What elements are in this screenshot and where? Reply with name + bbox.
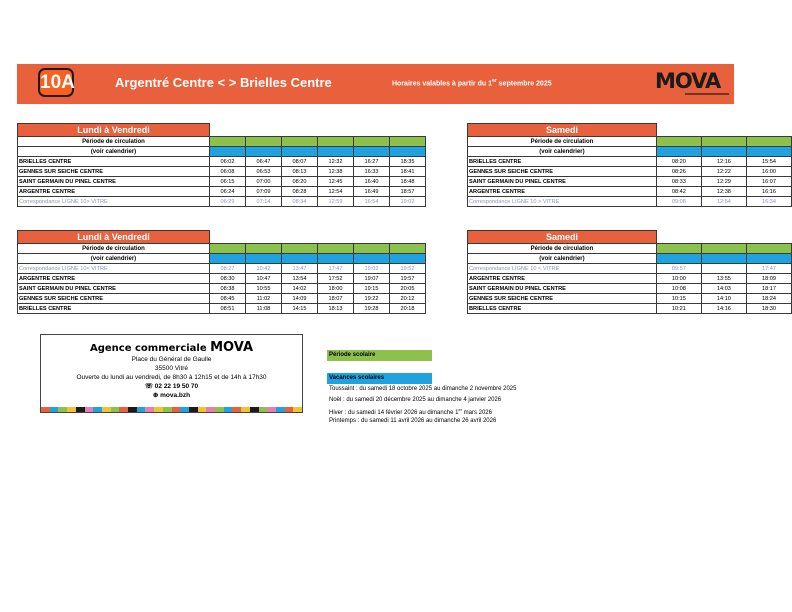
period-school-cell — [318, 244, 354, 254]
period-school-cell — [701, 137, 746, 147]
departure-time: 13:47 — [282, 264, 318, 274]
timetable-weekday-return — [17, 230, 426, 314]
period-holiday-cell — [746, 147, 791, 157]
departure-time: 10:42 — [246, 264, 282, 274]
period-holiday-cell — [210, 147, 246, 157]
period-holiday-cell — [210, 254, 246, 264]
stop-name: Correspondance LIGNE 10 > VITRE — [468, 197, 657, 207]
holiday-printemps: Printemps : du samedi 11 avril 2026 au dimanche 26 avril 2026 — [329, 418, 497, 424]
departure-time: 07:09 — [246, 187, 282, 197]
departure-time: 06:47 — [246, 157, 282, 167]
departure-time: 09:08 — [656, 197, 701, 207]
departure-time: 06:15 — [210, 177, 246, 187]
departure-time: 18:57 — [390, 187, 426, 197]
line-number-badge: 10A — [38, 68, 74, 97]
period-holiday-cell — [246, 147, 282, 157]
table-row — [18, 284, 426, 294]
stop-name: SAINT GERMAIN DU PINEL CENTRE — [468, 284, 657, 294]
departure-time: 11:08 — [246, 304, 282, 314]
period-school-cell — [246, 137, 282, 147]
departure-time: 16:00 — [746, 167, 791, 177]
stripe-segment — [163, 407, 172, 412]
departure-time: 19:07 — [354, 274, 390, 284]
period-holiday-cell — [318, 254, 354, 264]
departure-time: 16:54 — [354, 197, 390, 207]
stripe-segment — [285, 407, 294, 412]
departure-time: 14:15 — [282, 304, 318, 314]
table-row — [468, 197, 792, 207]
period-holiday-cell — [246, 254, 282, 264]
stripe-segment — [93, 407, 102, 412]
stripe-segment — [154, 407, 163, 412]
table-row — [468, 264, 792, 274]
table-row — [18, 157, 426, 167]
stop-name: ARGENTRE CENTRE — [18, 274, 210, 284]
departure-time: 19:52 — [390, 264, 426, 274]
timetable-saturday-outbound — [467, 123, 792, 207]
period-school-cell — [282, 137, 318, 147]
header-banner — [17, 64, 734, 104]
departure-time — [701, 264, 746, 274]
departure-time: 08:20 — [656, 157, 701, 167]
departure-time: 12:32 — [318, 157, 354, 167]
period-label: Période de circulation — [18, 244, 210, 254]
departure-time: 08:27 — [210, 264, 246, 274]
validity-note: Horaires valables à partir du 1er septembre 2025 — [392, 78, 552, 88]
departure-time: 19:28 — [354, 304, 390, 314]
departure-time: 07:00 — [246, 177, 282, 187]
stop-name: BRIELLES CENTRE — [18, 157, 210, 167]
period-holiday-cell — [656, 254, 701, 264]
departure-time: 18:35 — [390, 157, 426, 167]
table-row — [18, 304, 426, 314]
stripe-segment — [267, 407, 276, 412]
table-row — [468, 284, 792, 294]
table-row — [468, 274, 792, 284]
departure-time: 17:47 — [318, 264, 354, 274]
agency-hours: Ouverte du lundi au vendredi, de 8h30 à 12h15 et de 14h à 17h30 — [76, 374, 267, 381]
departure-time: 08:34 — [282, 197, 318, 207]
timetable-weekday-outbound — [17, 123, 426, 207]
stop-name: ARGENTRE CENTRE — [468, 274, 657, 284]
departure-time: 12:29 — [701, 177, 746, 187]
table-row — [18, 294, 426, 304]
stripe-segment — [145, 407, 154, 412]
departure-time: 06:29 — [210, 197, 246, 207]
departure-time: 20:18 — [390, 304, 426, 314]
departure-time: 12:45 — [318, 177, 354, 187]
departure-time: 08:13 — [282, 167, 318, 177]
departure-time: 18:17 — [746, 284, 791, 294]
period-holiday-cell — [701, 254, 746, 264]
color-stripe-bar — [41, 407, 302, 412]
period-sublabel: (voir calendrier) — [18, 147, 210, 157]
stripe-segment — [58, 407, 67, 412]
stripe-segment — [293, 407, 302, 412]
departure-time: 09:57 — [656, 264, 701, 274]
departure-time: 16:40 — [354, 177, 390, 187]
stripe-segment — [102, 407, 111, 412]
period-label: Période de circulation — [18, 137, 210, 147]
stop-name: Correspondance LIGNE 10 < VITRE — [468, 264, 657, 274]
day-header: Samedi — [468, 124, 657, 137]
stripe-segment — [224, 407, 233, 412]
departure-time: 10:21 — [656, 304, 701, 314]
stripe-segment — [259, 407, 268, 412]
departure-time: 06:53 — [246, 167, 282, 177]
period-school-cell — [656, 244, 701, 254]
departure-time: 18:41 — [390, 167, 426, 177]
departure-time: 08:51 — [210, 304, 246, 314]
departure-time: 14:09 — [282, 294, 318, 304]
stripe-segment — [41, 407, 50, 412]
departure-time: 14:10 — [701, 294, 746, 304]
departure-time: 06:24 — [210, 187, 246, 197]
departure-time: 06:02 — [210, 157, 246, 167]
route-title: Argentré Centre < > Brielles Centre — [115, 75, 332, 90]
stripe-segment — [189, 407, 198, 412]
departure-time: 16:27 — [354, 157, 390, 167]
departure-time: 14:02 — [282, 284, 318, 294]
departure-time: 12:38 — [318, 167, 354, 177]
legend-school-holidays: Vacances scolaires — [327, 373, 432, 384]
stripe-segment — [137, 407, 146, 412]
phone-icon: ☏ — [144, 383, 153, 390]
departure-time: 08:30 — [210, 274, 246, 284]
table-row — [468, 294, 792, 304]
period-school-cell — [746, 137, 791, 147]
table-row — [468, 177, 792, 187]
departure-time: 20:05 — [390, 284, 426, 294]
departure-time: 07:14 — [246, 197, 282, 207]
stop-name: ARGENTRE CENTRE — [468, 187, 657, 197]
stripe-segment — [85, 407, 94, 412]
stop-name: BRIELLES CENTRE — [18, 304, 210, 314]
period-school-cell — [701, 244, 746, 254]
period-school-cell — [246, 244, 282, 254]
period-school-cell — [282, 244, 318, 254]
stripe-segment — [215, 407, 224, 412]
departure-time: 08:26 — [656, 167, 701, 177]
departure-time: 12:54 — [318, 187, 354, 197]
period-sublabel: (voir calendrier) — [18, 254, 210, 264]
globe-icon: ⊕ — [152, 392, 159, 399]
departure-time: 08:38 — [210, 284, 246, 294]
departure-time: 08:07 — [282, 157, 318, 167]
table-row — [18, 177, 426, 187]
departure-time: 18:13 — [318, 304, 354, 314]
stripe-segment — [250, 407, 259, 412]
agency-phone[interactable]: ☏ 02 22 19 50 70 — [144, 383, 199, 390]
period-holiday-cell — [746, 254, 791, 264]
departure-time: 19:57 — [390, 274, 426, 284]
agency-postcode: 35500 Vitré — [154, 365, 189, 372]
period-holiday-cell — [390, 147, 426, 157]
agency-info-box — [40, 334, 303, 413]
stripe-segment — [111, 407, 120, 412]
departure-time: 10:00 — [656, 274, 701, 284]
period-label: Période de circulation — [468, 137, 657, 147]
period-school-cell — [210, 137, 246, 147]
stripe-segment — [172, 407, 181, 412]
departure-time: 19:15 — [354, 284, 390, 294]
stripe-segment — [119, 407, 128, 412]
departure-time: 14:03 — [701, 284, 746, 294]
departure-time: 16:07 — [746, 177, 791, 187]
departure-time: 08:28 — [282, 187, 318, 197]
departure-time: 08:42 — [656, 187, 701, 197]
departure-time: 18:24 — [746, 294, 791, 304]
period-holiday-cell — [282, 254, 318, 264]
agency-title: Agence commerciale MOVA — [89, 340, 254, 355]
departure-time: 20:12 — [390, 294, 426, 304]
departure-time: 10:08 — [656, 284, 701, 294]
stop-name: Correspondance LIGNE 10< VITRE — [18, 264, 210, 274]
table-row — [468, 304, 792, 314]
period-school-cell — [354, 137, 390, 147]
period-sublabel: (voir calendrier) — [468, 254, 657, 264]
departure-time: 08:45 — [210, 294, 246, 304]
departure-time: 10:47 — [246, 274, 282, 284]
departure-time: 19:22 — [354, 294, 390, 304]
departure-time: 16:16 — [746, 187, 791, 197]
period-label: Période de circulation — [468, 244, 657, 254]
departure-time: 18:30 — [746, 304, 791, 314]
period-holiday-cell — [354, 147, 390, 157]
stop-name: Correspondance LIGNE 10> VITRE — [18, 197, 210, 207]
stripe-segment — [76, 407, 85, 412]
table-row — [468, 187, 792, 197]
table-row — [18, 167, 426, 177]
mova-logo: MOVA — [655, 69, 721, 93]
legend-school-period: Période scolaire — [327, 350, 432, 361]
period-holiday-cell — [390, 254, 426, 264]
departure-time: 12:54 — [701, 197, 746, 207]
stop-name: SAINT GERMAIN DU PINEL CENTRE — [18, 177, 210, 187]
holiday-noel: Noël : du samedi 20 décembre 2025 au dimanche 4 janvier 2026 — [329, 397, 502, 403]
day-header: Lundi à Vendredi — [18, 124, 210, 137]
stripe-segment — [232, 407, 241, 412]
departure-time: 16:34 — [746, 197, 791, 207]
day-header: Samedi — [468, 231, 657, 244]
stop-name: GENNES SUR SEICHE CENTRE — [18, 294, 210, 304]
table-row — [468, 157, 792, 167]
stripe-segment — [276, 407, 285, 412]
departure-time: 08:33 — [656, 177, 701, 187]
departure-time: 15:54 — [746, 157, 791, 167]
period-holiday-cell — [701, 147, 746, 157]
departure-time: 18:48 — [390, 177, 426, 187]
table-row — [18, 264, 426, 274]
day-header: Lundi à Vendredi — [18, 231, 210, 244]
period-holiday-cell — [656, 147, 701, 157]
period-school-cell — [210, 244, 246, 254]
stripe-segment — [241, 407, 250, 412]
departure-time: 18:07 — [318, 294, 354, 304]
table-row — [18, 274, 426, 284]
departure-time: 12:59 — [318, 197, 354, 207]
logo-tagline-mark — [685, 93, 729, 95]
period-school-cell — [354, 244, 390, 254]
period-school-cell — [390, 244, 426, 254]
stop-name: GENNES SUR SEICHE CENTRE — [468, 167, 657, 177]
period-holiday-cell — [318, 147, 354, 157]
agency-website[interactable]: ⊕ mova.bzh — [152, 392, 191, 399]
departure-time: 13:54 — [282, 274, 318, 284]
agency-address: Place du Général de Gaulle — [131, 356, 212, 363]
stop-name: SAINT GERMAIN DU PINEL CENTRE — [18, 284, 210, 294]
departure-time: 16:49 — [354, 187, 390, 197]
departure-time: 16:33 — [354, 167, 390, 177]
departure-time: 10:15 — [656, 294, 701, 304]
holiday-hiver: Hiver : du samedi 14 février 2026 au dimanche 1er mars 2026 — [329, 407, 492, 416]
period-school-cell — [318, 137, 354, 147]
stop-name: BRIELLES CENTRE — [468, 157, 657, 167]
period-holiday-cell — [354, 254, 390, 264]
departure-time: 13:55 — [701, 274, 746, 284]
stop-name: SAINT GERMAIN DU PINEL CENTRE — [468, 177, 657, 187]
timetable-saturday-return — [467, 230, 792, 314]
period-school-cell — [656, 137, 701, 147]
stop-name: GENNES SUR SEICHE CENTRE — [468, 294, 657, 304]
stripe-segment — [67, 407, 76, 412]
departure-time: 17:52 — [318, 274, 354, 284]
stripe-segment — [180, 407, 189, 412]
departure-time: 17:47 — [746, 264, 791, 274]
departure-time: 18:09 — [746, 274, 791, 284]
departure-time: 14:16 — [701, 304, 746, 314]
period-sublabel: (voir calendrier) — [468, 147, 657, 157]
holiday-toussaint: Toussaint : du samedi 18 octobre 2025 au dimanche 2 novembre 2025 — [329, 386, 517, 392]
stripe-segment — [206, 407, 215, 412]
stop-name: GENNES SUR SEICHE CENTRE — [18, 167, 210, 177]
stop-name: BRIELLES CENTRE — [468, 304, 657, 314]
table-row — [18, 197, 426, 207]
stripe-segment — [50, 407, 59, 412]
period-holiday-cell — [282, 147, 318, 157]
departure-time: 12:38 — [701, 187, 746, 197]
departure-time: 06:08 — [210, 167, 246, 177]
departure-time: 12:22 — [701, 167, 746, 177]
period-school-cell — [746, 244, 791, 254]
departure-time: 08:20 — [282, 177, 318, 187]
stop-name: ARGENTRE CENTRE — [18, 187, 210, 197]
departure-time: 10:55 — [246, 284, 282, 294]
departure-time: 18:00 — [318, 284, 354, 294]
departure-time: 11:02 — [246, 294, 282, 304]
table-row — [468, 167, 792, 177]
period-school-cell — [390, 137, 426, 147]
stripe-segment — [128, 407, 137, 412]
departure-time: 19:02 — [354, 264, 390, 274]
stripe-segment — [198, 407, 207, 412]
departure-time: 12:16 — [701, 157, 746, 167]
table-row — [18, 187, 426, 197]
departure-time: 19:02 — [390, 197, 426, 207]
